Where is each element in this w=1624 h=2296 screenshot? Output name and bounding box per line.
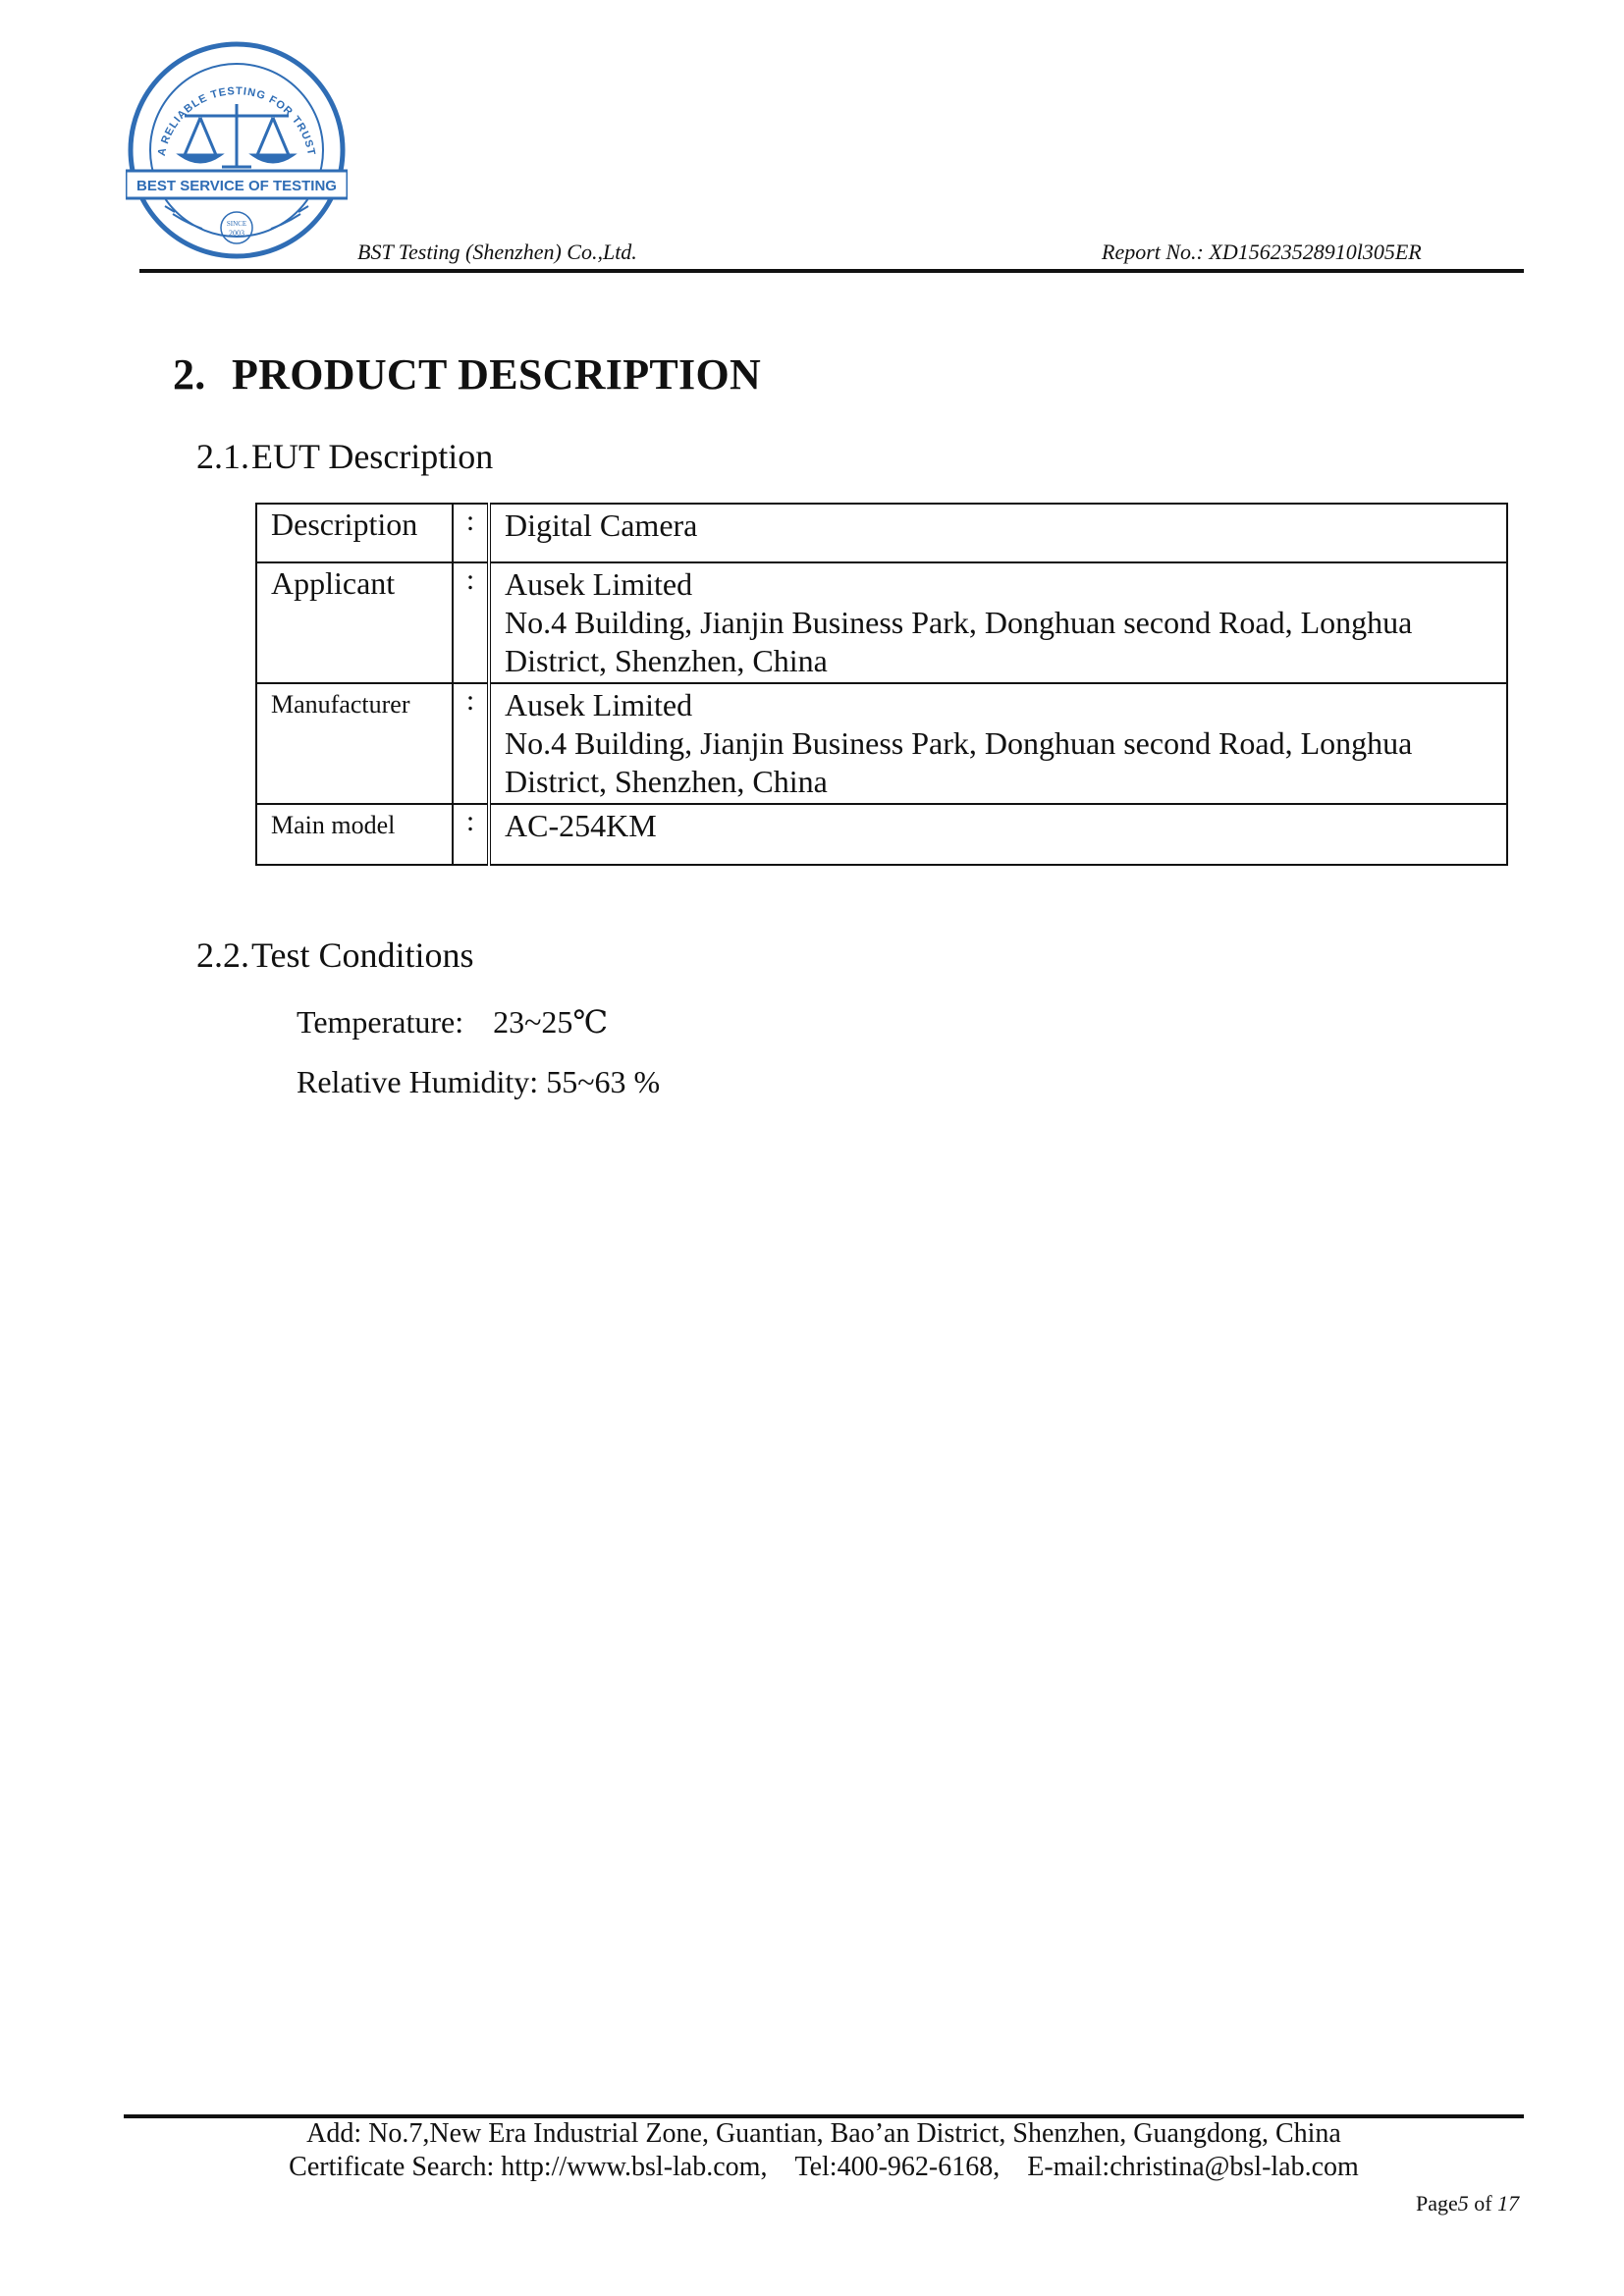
section-title: PRODUCT DESCRIPTION: [232, 350, 762, 399]
page-current: 5: [1457, 2191, 1469, 2216]
value-line: District, Shenzhen, China: [505, 764, 828, 799]
table-row: [256, 504, 1507, 562]
page-number: [1416, 2191, 1519, 2216]
eut-table: [255, 503, 1508, 866]
header-report-number: Report No.: XD15623528910l305ER: [1102, 240, 1422, 264]
row-colon: :: [453, 683, 489, 804]
logo-seal-year: 2003: [229, 229, 244, 238]
conditions-number: 2.2.: [196, 935, 249, 975]
logo-arc-text: A RELIABLE TESTING FOR TRUST: [155, 85, 318, 157]
logo-banner-text: BEST SERVICE OF TESTING: [136, 178, 337, 194]
header-company: BST Testing (Shenzhen) Co.,Ltd.: [357, 240, 637, 264]
row-value: [489, 504, 1507, 562]
row-value: [489, 683, 1507, 804]
table-row: [256, 804, 1507, 865]
row-colon: :: [453, 804, 489, 865]
humidity-label: Relative Humidity:: [297, 1064, 539, 1099]
conditions-heading: [196, 934, 474, 976]
footer-address: Add: No.7,New Era Industrial Zone, Guantian, Bao’an District, Shenzhen, Guangdong, China: [306, 2118, 1341, 2149]
footer-tel: Tel:400-962-6168,: [794, 2152, 1001, 2182]
page-of: of: [1474, 2191, 1492, 2216]
row-label: Manufacturer: [256, 683, 453, 804]
logo-seal-since: SINCE: [226, 220, 247, 228]
temperature-line: [297, 1003, 608, 1041]
value-line: Ausek Limited: [505, 687, 693, 722]
value-line: District, Shenzhen, China: [505, 643, 828, 678]
header-divider: [139, 269, 1524, 273]
temperature-label: Temperature:: [297, 1004, 464, 1040]
value-line: Ausek Limited: [505, 566, 693, 602]
row-label: Applicant: [256, 562, 453, 683]
conditions-title: Test Conditions: [251, 935, 474, 975]
eut-title: EUT Description: [251, 437, 494, 476]
table-row: [256, 562, 1507, 683]
value-line: No.4 Building, Jianjin Business Park, Donghuan second Road, Longhua: [505, 725, 1413, 761]
temperature-value: 23~25℃: [493, 1004, 609, 1040]
footer-contact: [12, 2152, 1624, 2183]
value-line: Digital Camera: [505, 507, 698, 543]
section-heading: [173, 349, 761, 400]
row-label: Main model: [256, 804, 453, 865]
section-number: 2.: [173, 350, 206, 399]
row-colon: :: [453, 562, 489, 683]
page-word: Page: [1416, 2191, 1458, 2216]
page-total: 17: [1497, 2191, 1520, 2216]
footer-cert-search[interactable]: Certificate Search: http://www.bsl-lab.com,: [289, 2152, 768, 2182]
value-line: No.4 Building, Jianjin Business Park, Donghuan second Road, Longhua: [505, 605, 1413, 640]
table-row: [256, 683, 1507, 804]
row-colon: :: [453, 504, 489, 562]
footer-email[interactable]: E-mail:christina@bsl-lab.com: [1027, 2152, 1359, 2182]
scales-icon: [181, 104, 293, 167]
bst-logo: [126, 39, 348, 261]
eut-heading: [196, 436, 493, 477]
humidity-value: 55~63 %: [546, 1064, 661, 1099]
row-value: [489, 562, 1507, 683]
row-value: [489, 804, 1507, 865]
humidity-line: [297, 1064, 660, 1100]
eut-number: 2.1.: [196, 437, 249, 476]
row-label: Description: [256, 504, 453, 562]
value-line: AC-254KM: [505, 808, 657, 843]
